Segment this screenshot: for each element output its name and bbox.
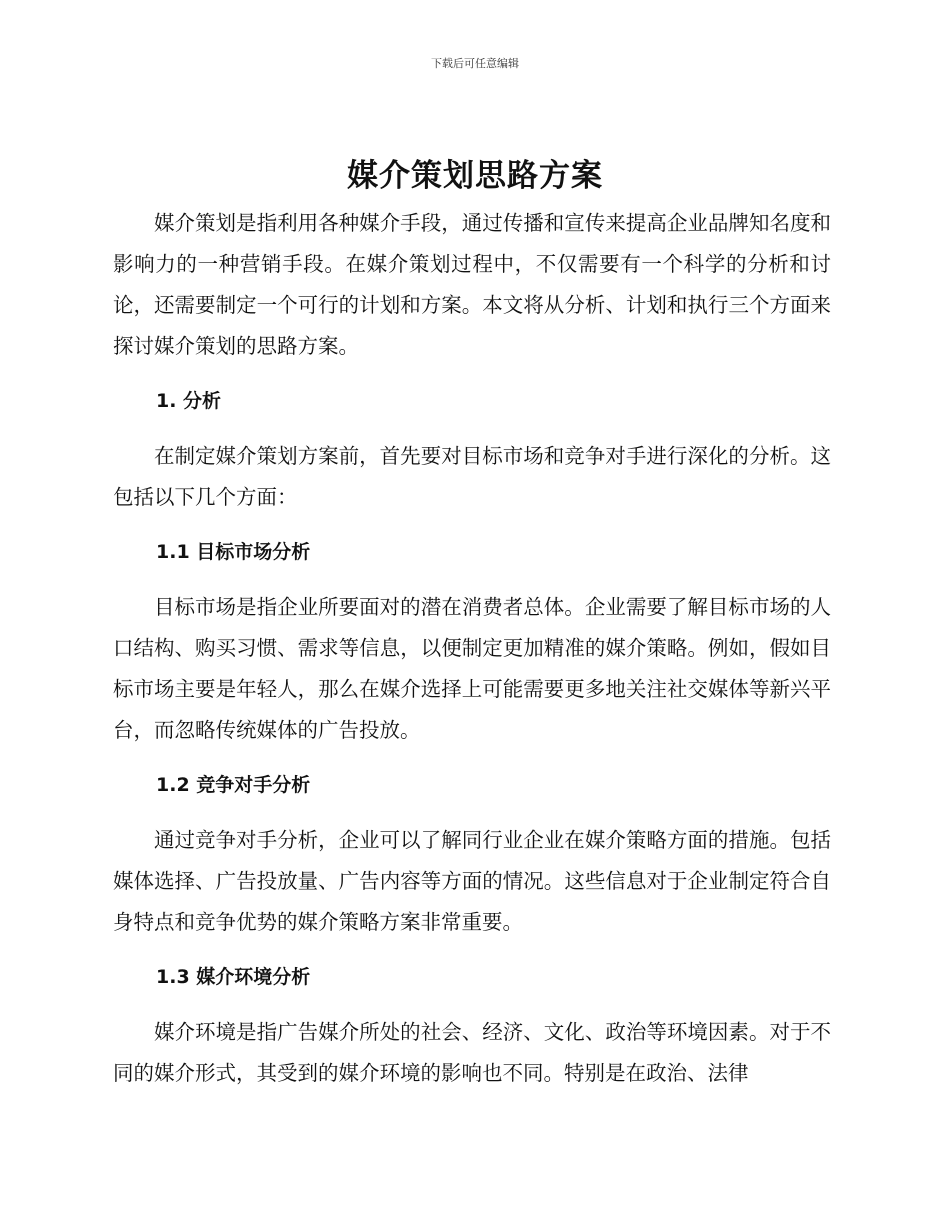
document-title: 媒介策划思路方案 [347,158,603,194]
section-heading-target-market: 1.1 目标市场分析 [156,541,311,563]
section-paragraph-media-environment: 媒介环境是指广告媒介所处的社会、经济、文化、政治等环境因素。对于不同的媒介形式，其受到的媒介环境的影响也不同。特别是在政治、法律 [113,1020,831,1085]
spacer [113,573,831,587]
section-paragraph-analysis: 在制定媒介策划方案前，首先要对目标市场和竞争对手进行深化的分析。这包括以下几个方面： [113,444,831,509]
spacer [113,751,831,765]
spacer [113,422,831,436]
intro-paragraph: 媒介策划是指利用各种媒介手段，通过传播和宣传来提高企业品牌知名度和影响力的一种营销手段。在媒介策划过程中，不仅需要有一个科学的分析和讨论，还需要制定一个可行的计划和方案。本文将从分析、计划和执行三个方面来探讨媒介策划的思路方案。 [113,211,831,358]
spacer [113,998,831,1012]
section-heading-media-environment: 1.3 媒介环境分析 [156,966,311,988]
page-header: 下载后可任意编辑 [431,57,519,70]
section-heading-competitor: 1.2 竞争对手分析 [156,774,311,796]
spacer [113,943,831,957]
spacer [113,806,831,820]
document-body [113,203,831,1094]
spacer [113,367,831,381]
section-paragraph-competitor: 通过竞争对手分析，企业可以了解同行业企业在媒介策略方面的措施。包括媒体选择、广告投放量、广告内容等方面的情况。这些信息对于企业制定符合自身特点和竞争优势的媒介策略方案非常重要。 [113,828,831,934]
section-paragraph-target-market: 目标市场是指企业所要面对的潜在消费者总体。企业需要了解目标市场的人口结构、购买习惯、需求等信息，以便制定更加精准的媒介策略。例如，假如目标市场主要是年轻人，那么在媒介选择上可能需要更多地关注社交媒体等新兴平台，而忽略传统媒体的广告投放。 [113,595,831,742]
spacer [113,518,831,532]
section-heading-analysis: 1. 分析 [156,390,222,412]
